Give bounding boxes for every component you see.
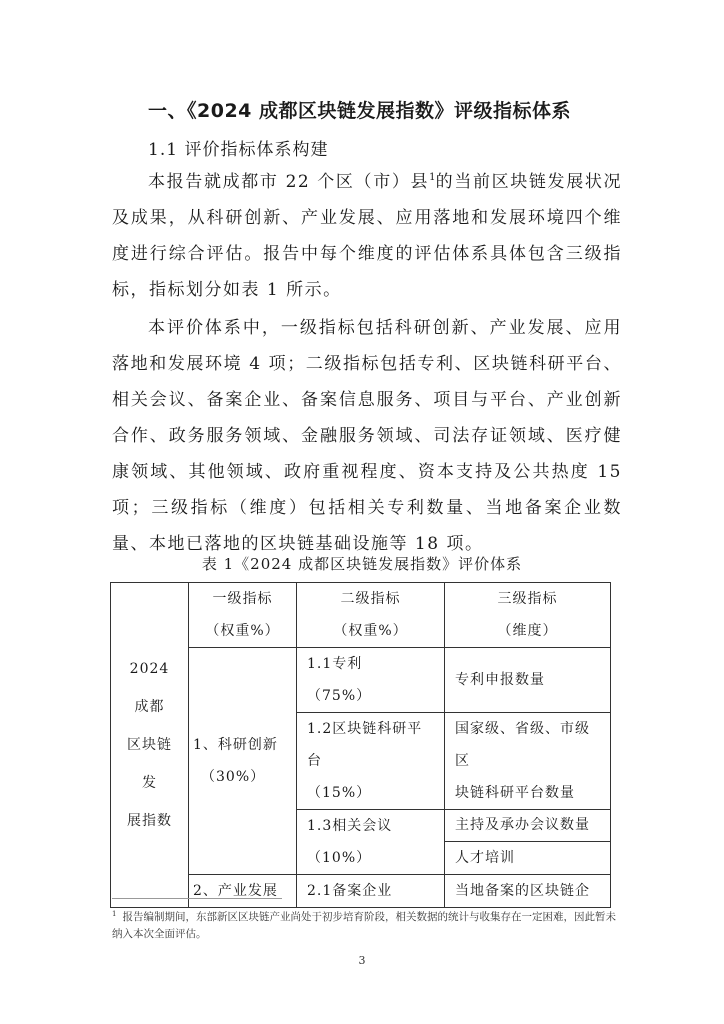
- header-level2: [297, 583, 445, 648]
- level3-patent-cell: 专利申报数量: [445, 648, 611, 713]
- section-heading: 一、《2024 成都区块链发展指数》评级指标体系: [148, 100, 571, 122]
- level2-platform-cell: [297, 713, 445, 810]
- level3-platform-line: 块链科研平台数量: [455, 785, 575, 801]
- header-level3-sub: （维度）: [497, 623, 558, 639]
- header-level3: [445, 583, 611, 648]
- level3-platform-line: 国家级、省级、市级区: [455, 721, 590, 769]
- table-caption: 表 1《2024 成都区块链发展指数》评价体系: [201, 555, 523, 573]
- level1-research-cell: [189, 648, 297, 875]
- header-level2-title: 二级指标: [340, 591, 401, 607]
- index-table: [110, 582, 611, 908]
- level1-industry-cell: 2、产业发展: [189, 875, 297, 908]
- level1-research-label: 1、科研创新: [193, 737, 278, 753]
- level2-patent-cell: [297, 648, 445, 713]
- level2-meeting-weight: （10%）: [307, 850, 372, 866]
- index-name-line: 展指数: [127, 813, 172, 829]
- paragraph-intro-text-a: 本报告就成都市 22 个区（市）县: [148, 172, 430, 192]
- header-level1-sub: （权重%）: [205, 623, 280, 639]
- index-name-line: 2024 成都: [129, 661, 170, 715]
- table-header-row: [111, 583, 611, 648]
- level3-meeting-count: 主持及承办会议数量: [445, 810, 610, 842]
- page-number: 3: [358, 954, 366, 967]
- level3-meeting-cell: [445, 810, 611, 875]
- header-level2-sub: （权重%）: [333, 623, 408, 639]
- level3-meeting-training: 人才培训: [455, 850, 515, 866]
- level2-patent-weight: （75%）: [307, 688, 372, 704]
- paragraph-intro: [112, 160, 622, 308]
- header-level1-title: 一级指标: [212, 591, 273, 607]
- level2-filing-cell: 2.1备案企业: [297, 875, 445, 908]
- footnote-divider: [112, 898, 282, 899]
- subsection-heading: 1.1 评价指标体系构建: [148, 140, 329, 160]
- paragraph-intro-text-b: 的当前区块链发展状况及成果，从科研创新、产业发展、应用落地和发展环境四个维度进行综合评估。报告中每个维度的评估体系具体包含三级指标，指标划分如表 1 所示。: [112, 172, 622, 300]
- level2-patent-label: 1.1专利: [307, 656, 363, 672]
- footnote: [112, 906, 617, 943]
- header-level3-title: 三级指标: [497, 591, 558, 607]
- level3-filing-cell: 当地备案的区块链企: [445, 875, 611, 908]
- footnote-reference[interactable]: 1: [429, 172, 436, 183]
- level2-meeting-label: 1.3相关会议: [307, 818, 393, 834]
- header-level1: [189, 583, 297, 648]
- level1-research-weight: （30%）: [201, 769, 266, 785]
- level2-platform-label: 1.2区块链科研平台: [307, 721, 423, 769]
- index-name-cell: [111, 583, 189, 908]
- footnote-text: 报告编制期间，东部新区区块链产业尚处于初步培育阶段，相关数据的统计与收集存在一定困难，因此暂未纳入本次全面评估。: [112, 911, 616, 940]
- footnote-mark: 1: [112, 910, 117, 918]
- level2-platform-weight: （15%）: [307, 785, 372, 801]
- paragraph-system: 本评价体系中，一级指标包括科研创新、产业发展、应用落地和发展环境 4 项；二级指标包括专利、区块链科研平台、相关会议、备案企业、备案信息服务、项目与平台、产业创新合作、政务服务领域、金融服务领域、司法存证领域、医疗健康领域、其他领域、政府重视程度、资本支持及公共热度 15 项；三级指标（维度）包括相关专利数量、当地备案企业数量、本地已落地的区块链基础设施等 18 项。: [112, 318, 622, 554]
- level2-meeting-cell: [297, 810, 445, 875]
- level3-platform-cell: [445, 713, 611, 810]
- index-name-line: 区块链发: [127, 737, 172, 791]
